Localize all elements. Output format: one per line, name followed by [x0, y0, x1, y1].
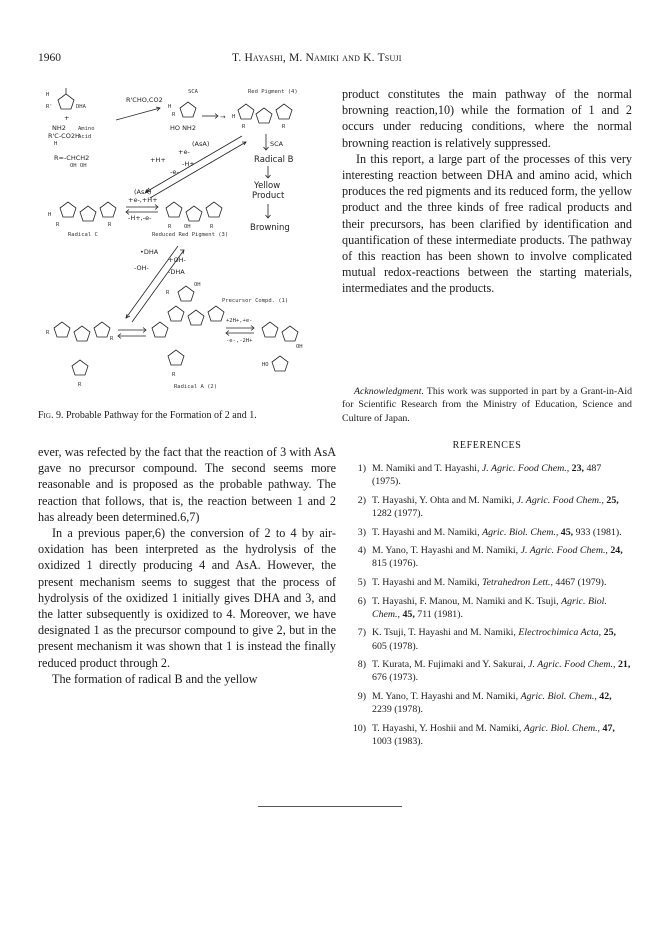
reference-pages: 676 (1973).: [372, 672, 419, 684]
label-product: Product: [252, 191, 285, 201]
reference-pages: 487 (1975).: [372, 463, 602, 488]
label-nh2: NH2: [52, 124, 66, 132]
label-browning: Browning: [250, 223, 290, 233]
label-radical-a: Radical A (2): [174, 384, 218, 390]
label-radical-b: Radical B: [254, 155, 294, 165]
label-asa-top: (AsA): [192, 140, 210, 148]
label-reduced-red: Reduced Red Pigment (3): [152, 232, 229, 238]
reference-journal: J. Agric. Food Chem.,: [528, 659, 616, 671]
svg-text:H: H: [46, 92, 50, 98]
radical-a-ring-c: [94, 322, 110, 337]
reference-authors: T. Hayashi and M. Namiki,: [372, 576, 480, 588]
radical-a-ring-bottom: [72, 360, 88, 375]
reference-journal: Agric. Biol. Chem.,: [482, 526, 559, 538]
reduced-red-ring-mid: [186, 206, 202, 221]
reference-number: 4): [357, 545, 366, 557]
label-asa-mid: (AsA): [134, 188, 152, 196]
paragraph: product constitutes the main pathway of the normal browning reaction,10) while the formation of 1 and 2 occurs under reducing conditions, where the normal browning reaction is relatively suppressed.: [342, 87, 632, 150]
reference-item: [342, 576, 632, 589]
reference-pages: 815 (1976).: [372, 558, 419, 570]
reference-volume: 42,: [599, 690, 612, 702]
reference-item: [342, 544, 632, 570]
svg-text:H: H: [168, 104, 172, 110]
svg-text:HO: HO: [262, 362, 269, 368]
reference-item: [342, 626, 632, 652]
label-dha-rad: •DHA: [140, 248, 159, 256]
acknowledgment-label: Acknowledgment.: [354, 386, 424, 397]
svg-text:H: H: [232, 114, 236, 120]
reference-item: [342, 722, 632, 748]
reference-volume: 23,: [571, 463, 585, 474]
svg-text:R: R: [46, 330, 50, 336]
footer-rule: [258, 806, 402, 807]
sca-ring: [180, 102, 196, 117]
reference-item: [342, 690, 632, 716]
reference-authors: T. Hayashi and M. Namiki,: [372, 526, 480, 538]
radical-a-ring-a: [54, 322, 70, 337]
svg-text:R: R: [56, 222, 60, 228]
label-sca-right: SCA: [270, 140, 284, 148]
reference-number: 9): [357, 690, 366, 702]
label-eh-minus: -H+,-e-: [128, 214, 152, 222]
svg-text:R: R: [166, 290, 170, 296]
label-plus-e: +e-: [178, 148, 190, 156]
label-minus-h: -H+: [182, 160, 195, 168]
svg-text:H: H: [48, 212, 52, 218]
svg-text:→: →: [220, 113, 226, 121]
reference-pages: 933 (1981).: [575, 526, 622, 538]
dha-ring: [58, 94, 74, 109]
reference-authors: M. Namiki and T. Hayashi,: [372, 463, 480, 474]
svg-text:R: R: [210, 224, 214, 230]
precursor-ring-a: [168, 306, 184, 321]
reference-journal: J. Agric. Food Chem.,: [481, 463, 570, 474]
paragraph: In a previous paper,6) the conversion of 2 to 4 by air-oxidation has been interpreted as the hydrolysis of the oxidized 1 directly producing 4 and AsA. However, the present mechanism seems to suggest that the process of hydrolysis of the oxidized 1 initially gives DHA and 3, and the latter subsequently is oxidized to 4. Moreover, we have designated 1 as the precursor compound to give 2, but in the present mechanism it was shown that 1 is instead the finally reduced product through 2.: [38, 526, 336, 670]
reference-number: 3): [357, 526, 366, 538]
paragraph: In this report, a large part of the processes of this very interesting reaction between DHA and amino acid, which produces the red pigments and its reduced form, the yellow product and the three kinds of free radical products and their precursors, has been clarified by identification and quantification of these intermediate products. The pathway of this reaction has been shown to involve complicated mutual redox-reactions between the starting materials, intermediates and the products.: [342, 151, 632, 296]
radical-a-ring-d: [152, 322, 168, 337]
reaction-scheme: [42, 86, 332, 406]
svg-text:R: R: [78, 382, 82, 388]
caption-text: Probable Pathway for the Formation of 2 and 1.: [65, 410, 257, 421]
label-plus-h: +H+: [150, 156, 166, 164]
left-column-body: [38, 444, 336, 687]
references-list: [342, 462, 632, 754]
reference-number: 7): [357, 627, 366, 639]
svg-text:H: H: [54, 141, 58, 147]
label-two-h-rev: -e-,-2H+: [226, 338, 253, 344]
label-minus-e: -e-: [170, 168, 179, 176]
svg-text:OH: OH: [184, 224, 191, 230]
label-yellow: Yellow: [254, 181, 281, 191]
reference-volume: 47,: [602, 722, 615, 734]
reduced-red-ring-right: [206, 202, 222, 217]
reference-item: [342, 494, 632, 520]
right-column-body: [342, 86, 632, 297]
label-precursor: Precursor Compd. (1): [222, 298, 289, 304]
label-amino-formula: R'C-CO2H: [48, 132, 80, 140]
svg-text:OH: OH: [194, 282, 201, 288]
reference-number: 2): [357, 494, 366, 506]
svg-text:R: R: [172, 372, 176, 378]
label-oh-minus: -OH-: [134, 264, 149, 272]
label-sca-top: SCA: [188, 89, 198, 95]
label-eh-plus: +e-,+H+: [128, 196, 158, 204]
radical-c-ring-mid: [80, 206, 96, 221]
label-radical-c: Radical C: [68, 232, 98, 238]
reference-authors: T. Hayashi, Y. Hoshii and M. Namiki,: [372, 722, 522, 734]
reference-volume: 45,: [402, 608, 415, 620]
red-pigment-ring-right: [276, 104, 292, 119]
caption-label: Fig. 9.: [38, 410, 64, 421]
svg-text:R: R: [168, 224, 172, 230]
paragraph: ever, was refected by the fact that the reaction of 3 with AsA gave no precursor compound. The second seems more reasonable and is proposed as the probable pathway. The reaction that follows, that is, the reaction between 1 and 2 has already been determined.6,7): [38, 445, 336, 524]
reference-authors: M. Yano, T. Hayashi and M. Namiki,: [372, 690, 519, 702]
red-pigment-ring-left: [238, 104, 254, 119]
reference-pages: 2239 (1978).: [372, 704, 424, 716]
svg-text:R: R: [108, 222, 112, 228]
precursor-ring-top: [178, 286, 194, 301]
reference-volume: 24,: [610, 545, 623, 557]
svg-text:R': R': [46, 104, 53, 110]
precursor-right-ring-c: [272, 356, 288, 371]
reference-authors: T. Hayashi, Y. Ohta and M. Namiki,: [372, 494, 515, 506]
reference-journal: Tetrahedron Lett.,: [482, 576, 553, 588]
reference-pages: 4467 (1979).: [555, 576, 607, 588]
reference-journal: Agric. Biol. Chem.,: [523, 722, 601, 734]
paragraph: The formation of radical B and the yellow: [52, 671, 258, 686]
label-two-h: +2H+,+e-: [226, 318, 253, 324]
page-number: 1960: [38, 52, 61, 64]
figure-pathway: [42, 86, 332, 406]
precursor-right-ring-a: [262, 322, 278, 337]
radical-c-ring-right: [100, 202, 116, 217]
svg-text:+: +: [64, 114, 70, 122]
precursor-right-ring-b: [282, 326, 298, 341]
svg-text:R: R: [172, 112, 176, 118]
reference-number: 6): [357, 595, 366, 607]
reference-number: 8): [357, 659, 366, 671]
reference-authors: M. Yano, T. Hayashi and M. Namiki,: [372, 545, 519, 557]
reference-journal: Agric. Biol. Chem.,: [372, 595, 607, 620]
reference-item: [342, 595, 632, 621]
reference-item: [342, 462, 632, 488]
reference-number: 1): [357, 463, 366, 474]
label-r-def-oh: OH OH: [70, 163, 87, 169]
radical-c-ring-left: [60, 202, 76, 217]
label-amino: Amino: [78, 126, 95, 132]
reference-journal: J. Agric. Food Chem.,: [516, 494, 604, 506]
reference-volume: 21,: [617, 659, 631, 671]
reference-number: 10): [352, 722, 366, 734]
label-oh-plus: +OH-: [168, 256, 186, 264]
reduced-red-ring-left: [166, 202, 182, 217]
acknowledgment-text: This work was supported in part by a Grant-in-Aid for Scientific Research from the Ministry of Education, Science and Culture of Japan.: [342, 386, 633, 424]
reference-authors: T. Hayashi, F. Manou, M. Namiki and K. Tsuji,: [372, 595, 559, 607]
reference-item: [342, 658, 632, 684]
label-acid: Acid: [78, 134, 92, 140]
label-rcho: R'CHO,CO2: [126, 96, 163, 104]
acknowledgment: [342, 385, 632, 425]
svg-text:R: R: [110, 336, 114, 342]
reference-volume: 25,: [603, 627, 616, 639]
radical-a-ring-e: [168, 350, 184, 365]
reference-authors: T. Kurata, M. Fujimaki and Y. Sakurai,: [372, 659, 526, 671]
label-ho-nh2: HO NH2: [170, 124, 196, 132]
reference-journal: Electrochimica Acta,: [518, 627, 602, 639]
label-dha-minus: -DHA: [168, 268, 185, 276]
reference-journal: J. Agric. Food Chem.,: [520, 545, 608, 557]
reference-number: 5): [357, 576, 366, 588]
svg-text:OH: OH: [296, 344, 303, 350]
reference-pages: 711 (1981).: [417, 608, 463, 620]
reference-authors: K. Tsuji, T. Hayashi and M. Namiki,: [372, 627, 516, 639]
reference-volume: 25,: [606, 494, 619, 506]
label-red-pigment: Red Pigment (4): [248, 89, 298, 95]
reference-volume: 45,: [560, 526, 574, 538]
reference-item: [342, 526, 632, 539]
svg-text:R: R: [242, 124, 246, 130]
precursor-ring-c: [208, 306, 224, 321]
reference-pages: 1003 (1983).: [372, 735, 424, 747]
reference-pages: 605 (1978).: [372, 640, 419, 652]
references-heading: REFERENCES: [452, 440, 522, 451]
figure-caption: [38, 410, 338, 421]
reference-pages: 1282 (1977).: [372, 508, 424, 519]
running-head: T. Hayashi, M. Namiki and K. Tsuji: [232, 52, 402, 64]
label-r-def: R=-CHCH2: [54, 154, 90, 162]
reference-journal: Agric. Biol. Chem.,: [520, 690, 597, 702]
svg-text:R: R: [282, 124, 286, 130]
radical-a-ring-b: [74, 326, 90, 341]
precursor-ring-b: [188, 310, 204, 325]
red-pigment-ring-mid: [256, 108, 272, 123]
label-dha: DHA: [76, 104, 86, 110]
